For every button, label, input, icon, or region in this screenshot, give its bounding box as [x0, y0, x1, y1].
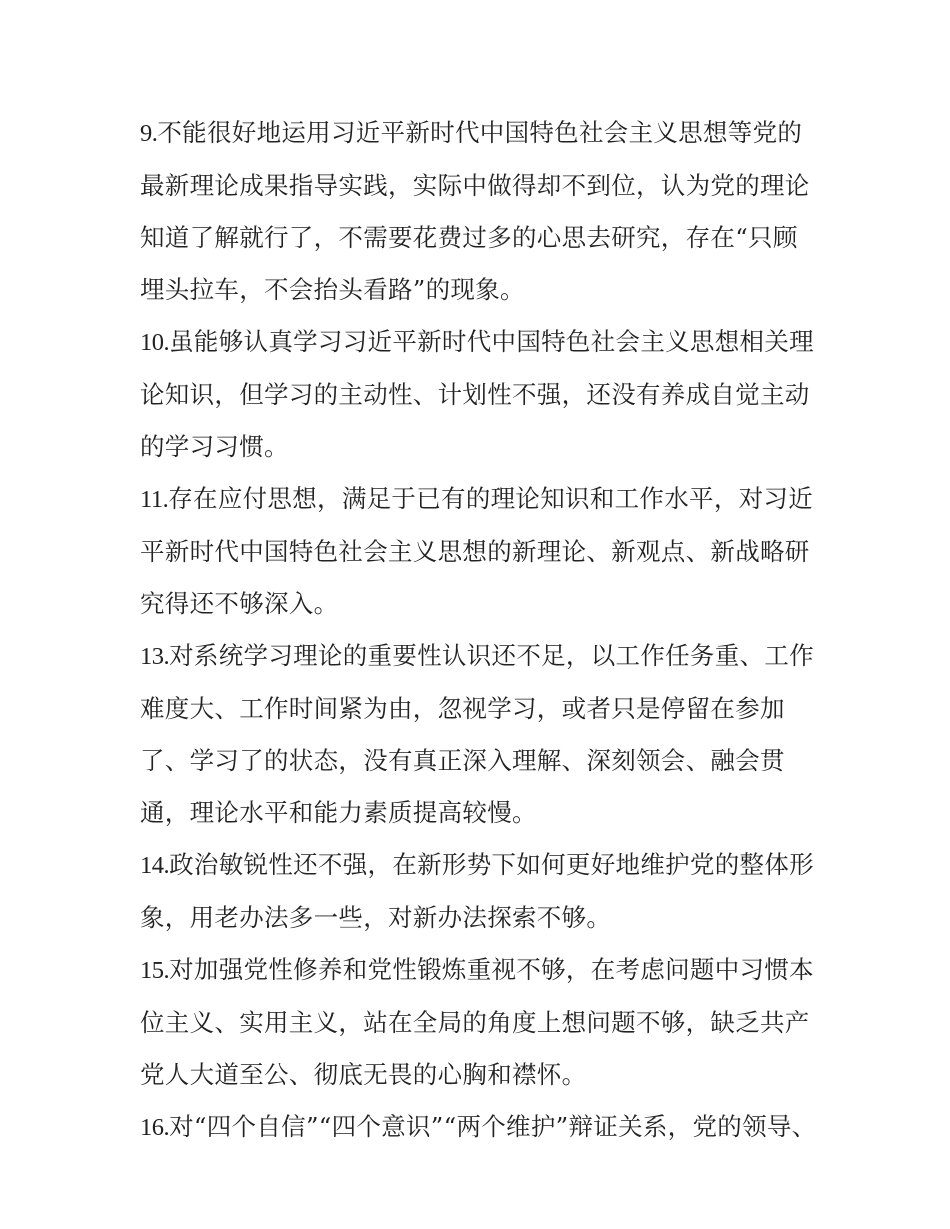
paragraph-text: 对加强党性修养和党性锻炼重视不够，在考虑问题中习惯本位主义、实用主义，站在全局的角度上想问题不够，缺乏共产党人大道至公、彻底无畏的心胸和襟怀。 [140, 955, 814, 1089]
paragraph-text: 存在应付思想，满足于已有的理论知识和工作水平，对习近平新时代中国特色社会主义思想的新理论、新观点、新战略研究得还不够深入。 [140, 484, 814, 618]
paragraph-text: 对“四个自信”“四个意识”“两个维护”辩证关系，党的领导、 [169, 1112, 817, 1141]
paragraph-text: 不能很好地运用习近平新时代中国特色社会主义思想等党的最新理论成果指导实践，实际中做得却不到位，认为党的理论知道了解就行了，不需要花费过多的心思去研究，存在“只顾埋头拉车，不会抬头看路”的现象。 [140, 118, 810, 304]
paragraph-number: 10. [140, 329, 170, 356]
paragraph-item-9 [140, 107, 820, 316]
paragraph-item-16 [140, 1101, 820, 1154]
paragraph-text: 政治敏锐性还不强，在新形势下如何更好地维护党的整体形象，用老办法多一些，对新办法探索不够。 [140, 850, 814, 932]
paragraph-item-10 [140, 316, 820, 473]
paragraph-number: 13. [140, 643, 170, 670]
paragraph-item-14 [140, 839, 820, 944]
paragraph-number: 14. [140, 852, 170, 879]
paragraph-item-13 [140, 630, 820, 839]
document-body [140, 107, 820, 1154]
paragraph-number: 16. [140, 1114, 170, 1141]
paragraph-number: 9. [140, 120, 158, 147]
paragraph-item-11 [140, 473, 820, 630]
paragraph-text: 虽能够认真学习习近平新时代中国特色社会主义思想相关理论知识，但学习的主动性、计划性不强，还没有养成自觉主动的学习习惯。 [140, 327, 814, 461]
paragraph-item-15 [140, 944, 820, 1101]
paragraph-number: 11. [140, 486, 169, 513]
paragraph-text: 对系统学习理论的重要性认识还不足，以工作任务重、工作难度大、工作时间紧为由，忽视学习，或者只是停留在参加了、学习了的状态，没有真正深入理解、深刻领会、融会贯通，理论水平和能力素质提高较慢。 [140, 641, 814, 827]
paragraph-number: 15. [140, 957, 170, 984]
